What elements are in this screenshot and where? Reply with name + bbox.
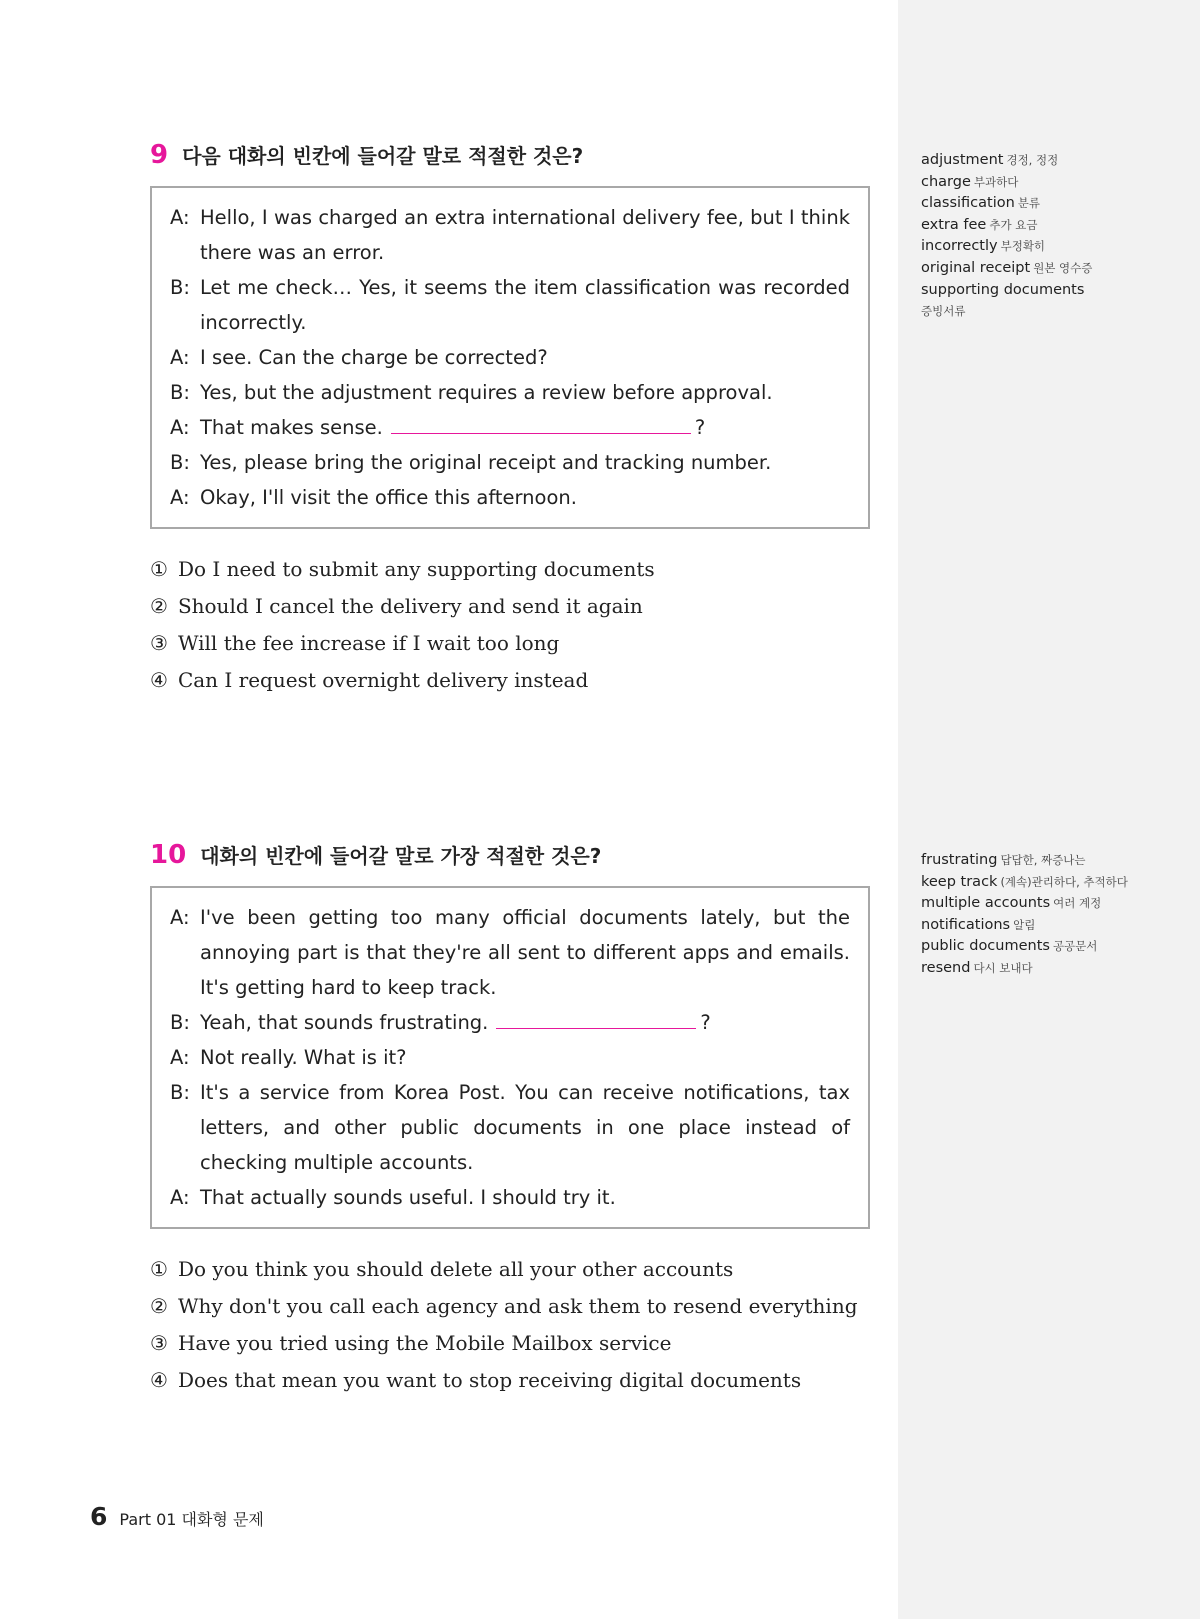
vocab-meaning: 경정, 정정 [1006,153,1059,167]
question-title: 다음 대화의 빈칸에 들어갈 말로 적절한 것은? [182,144,584,168]
vocab-item [921,872,1191,894]
vocab-meaning: 알림 [1013,917,1036,932]
vocab-meaning: 원본 영수증 [1033,260,1093,275]
question-number: 10 [150,840,187,870]
speaker-label: A: [170,206,190,229]
vocab-meaning: 부과하다 [973,174,1019,189]
dialogue-line [170,480,850,515]
option-marker: ① [150,1257,168,1281]
section-label: Part 01 대화형 문제 [119,1510,264,1529]
vocab-meaning: 다시 보내다 [973,960,1033,975]
vocab-item [921,280,1191,323]
option-marker: ① [150,557,168,581]
dialogue-text: I've been getting too many official documents lately, but the annoying part is that they're all sent to different apps and emails. It's getting hard to keep track. [200,906,850,999]
speaker-label: A: [170,346,190,369]
dialogue-line [170,410,850,445]
dialogue-text: Yes, but the adjustment requires a review before approval. [200,381,773,404]
vocab-term: incorrectly [921,238,998,255]
speaker-label: B: [170,1011,190,1034]
vocab-item [921,236,1191,258]
option-text: Do you think you should delete all your other accounts [177,1257,734,1281]
dialogue-line [170,1180,850,1215]
vocab-meaning: 분류 [1017,196,1041,211]
dialogue-text: Hello, I was charged an extra international delivery fee, but I think there was an error. [200,206,850,264]
vocab-term: resend [921,959,971,976]
answer-option-1[interactable] [150,1251,870,1288]
vocab-meaning: (계속)관리하다, 추적하다 [1000,874,1128,889]
vocab-meaning: 추가 요금 [989,217,1038,232]
answer-blank [496,1008,696,1029]
speaker-label: A: [170,906,190,929]
vocab-meaning: 공공문서 [1052,939,1098,954]
dialogue-box [150,186,870,529]
option-marker: ④ [150,668,168,692]
dialogue-text: That makes sense. [200,416,383,439]
dialogue-text: Let me check… Yes, it seems the item classification was recorded incorrectly. [200,276,850,334]
blank-punctuation: ? [694,416,706,439]
speaker-label: B: [170,451,190,474]
question-9 [150,140,870,699]
dialogue-line [170,200,850,270]
option-text: Why don't you call each agency and ask them to resend everything [177,1294,858,1318]
dialogue-line [170,445,850,480]
question-header [150,840,870,876]
option-marker: ② [150,1294,168,1318]
dialogue-text: That actually sounds useful. I should try it. [200,1186,616,1209]
vocab-item [921,915,1191,937]
vocab-term: public documents [921,938,1050,955]
question-10 [150,840,870,1399]
vocab-item [921,893,1191,915]
speaker-label: A: [170,1186,190,1209]
vocab-item [921,172,1191,194]
vocab-term: original receipt [921,259,1031,276]
vocab-meaning: 답답한, 짜증나는 [1000,853,1086,867]
dialogue-line [170,340,850,375]
vocab-term: adjustment [921,152,1004,168]
dialogue-text: Yeah, that sounds frustrating. [200,1011,489,1034]
vocab-term: frustrating [921,852,998,868]
speaker-label: A: [170,486,190,509]
dialogue-text: I see. Can the charge be corrected? [200,346,548,369]
dialogue-text: It's a service from Korea Post. You can receive notifications, tax letters, and other public documents in one place instead of checking multiple accounts. [200,1081,850,1174]
answer-options [150,551,870,699]
answer-option-2[interactable] [150,588,870,625]
vocab-meaning: 부정확히 [1000,239,1046,254]
option-text: Should I cancel the delivery and send it again [177,594,643,618]
answer-option-3[interactable] [150,1325,870,1362]
answer-option-2[interactable] [150,1288,870,1325]
vocab-item [921,258,1191,280]
vocab-term: charge [921,173,971,190]
option-marker: ③ [150,1331,168,1355]
dialogue-line [170,1005,850,1040]
option-text: Will the fee increase if I wait too long [177,631,560,655]
blank-punctuation: ? [700,1011,711,1034]
dialogue-box [150,886,870,1229]
answer-option-4[interactable] [150,1362,870,1399]
answer-option-4[interactable] [150,662,870,699]
vocab-term: notifications [921,916,1011,933]
option-text: Does that mean you want to stop receiving digital documents [177,1368,802,1392]
speaker-label: B: [170,381,190,404]
option-text: Can I request overnight delivery instead [177,668,589,692]
question-number: 9 [150,140,169,170]
dialogue-line [170,270,850,340]
page-footer [90,1502,264,1531]
vocab-item [921,850,1191,872]
option-marker: ② [150,594,168,618]
vocab-item [921,215,1191,237]
option-text: Have you tried using the Mobile Mailbox service [177,1331,672,1355]
speaker-label: B: [170,1081,190,1104]
vocab-meaning: 증빙서류 [921,304,966,319]
vocab-item [921,936,1191,958]
vocab-term: supporting documents [921,281,1085,298]
dialogue-text: Okay, I'll visit the office this afternoon. [200,486,577,509]
dialogue-text: Not really. What is it? [200,1046,407,1069]
vocab-item [921,150,1191,172]
speaker-label: A: [170,416,190,439]
option-marker: ③ [150,631,168,655]
vocab-item [921,193,1191,215]
option-text: Do I need to submit any supporting documents [177,557,655,581]
dialogue-text: Yes, please bring the original receipt and tracking number. [200,451,772,474]
page-number: 6 [90,1502,108,1531]
answer-option-3[interactable] [150,625,870,662]
dialogue-line [170,1040,850,1075]
speaker-label: B: [170,276,190,299]
dialogue-line [170,375,850,410]
vocab-meaning: 여러 계정 [1053,896,1102,911]
speaker-label: A: [170,1046,190,1069]
dialogue-line [170,900,850,1005]
vocab-term: classification [921,195,1015,212]
answer-option-1[interactable] [150,551,870,588]
question-header [150,140,870,176]
question-title: 대화의 빈칸에 들어갈 말로 가장 적절한 것은? [200,844,602,868]
vocab-term: multiple accounts [921,895,1051,912]
vocab-list-q9 [921,150,1191,323]
answer-blank [391,413,691,434]
vocab-item [921,958,1191,980]
dialogue-line [170,1075,850,1180]
answer-options [150,1251,870,1399]
vocab-term: keep track [921,873,998,890]
option-marker: ④ [150,1368,168,1392]
vocab-term: extra fee [921,216,987,233]
vocab-list-q10 [921,850,1191,980]
